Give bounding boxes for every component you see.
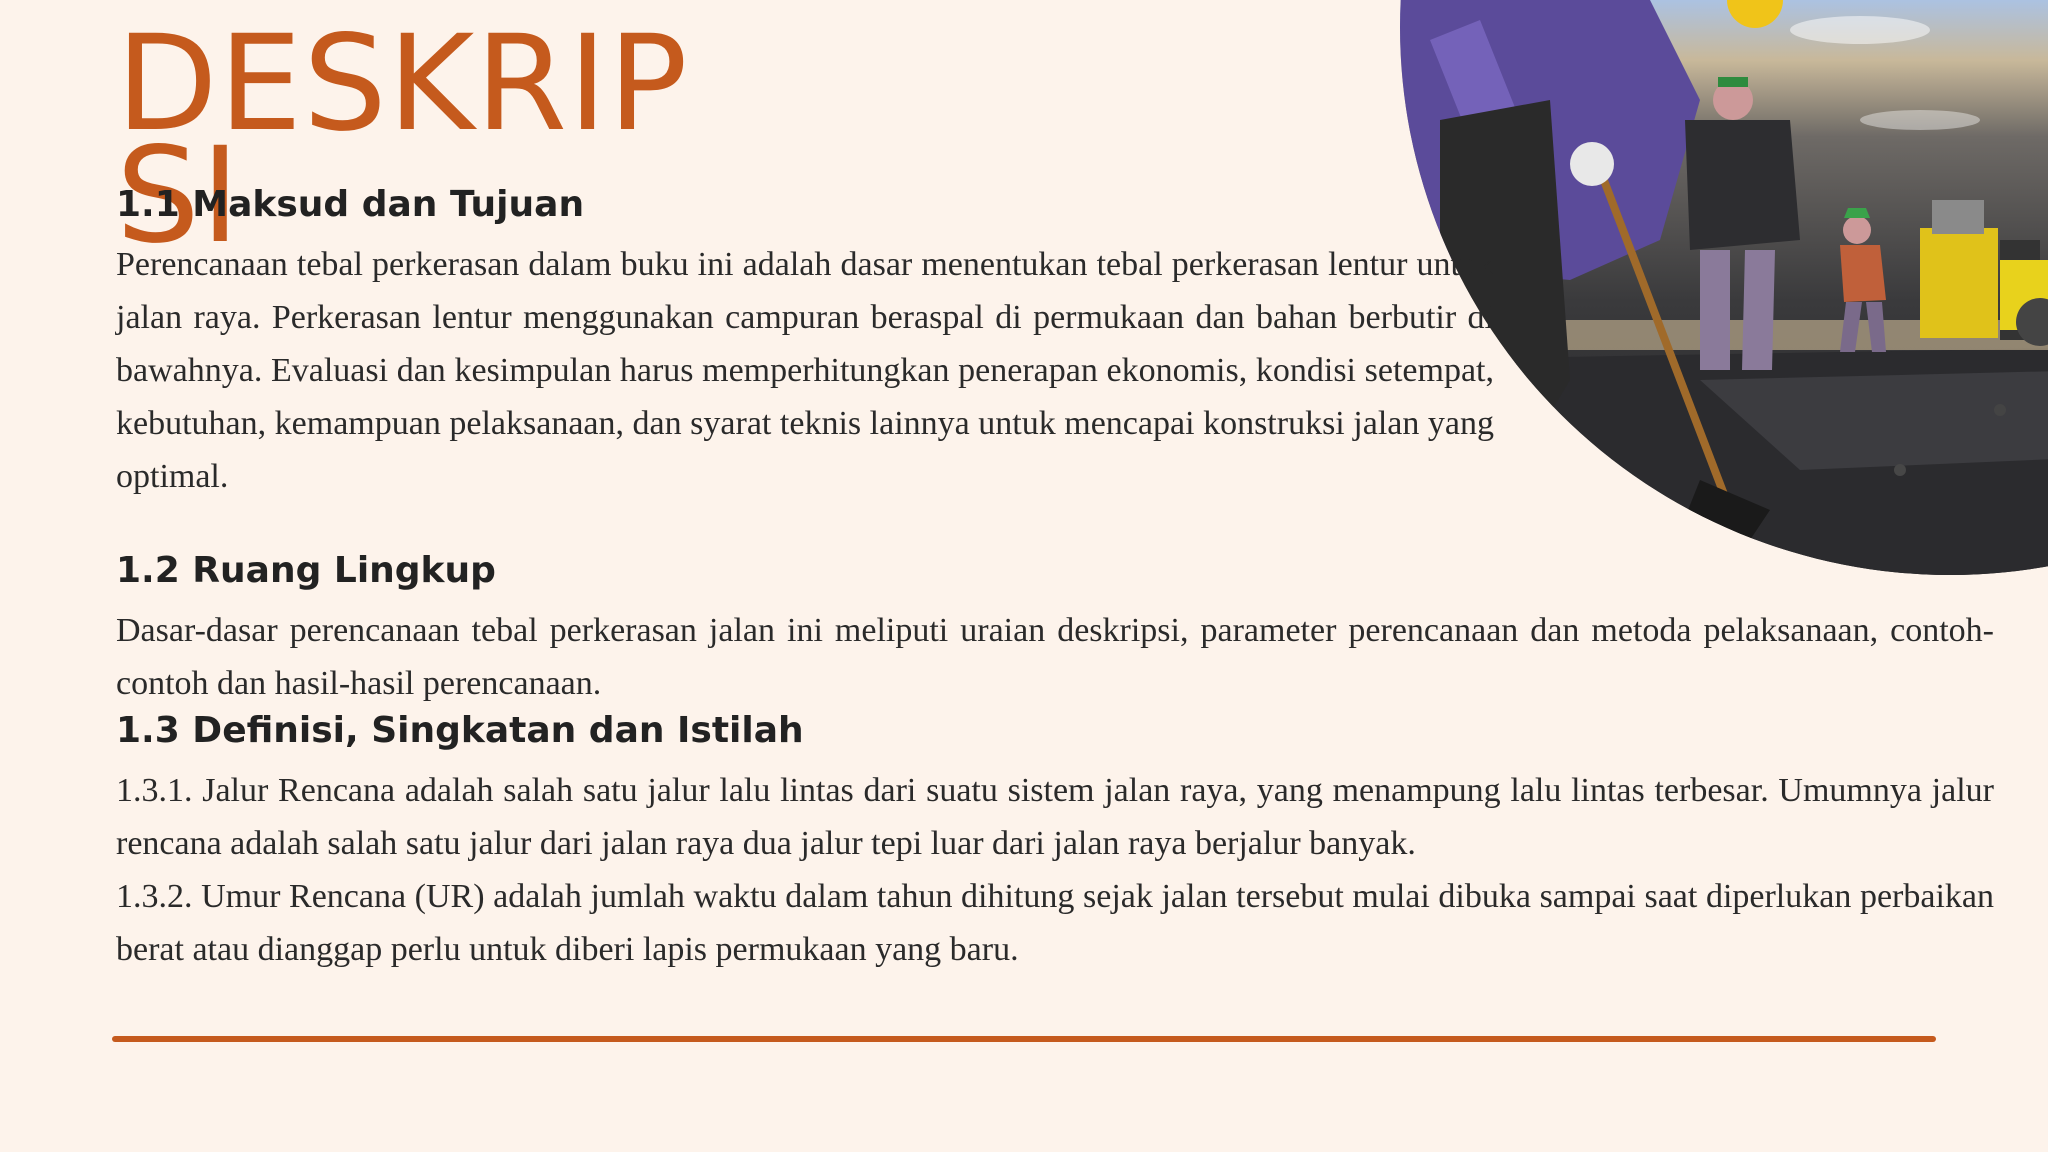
- definition-item-jalur-rencana: 1.3.1. Jalur Rencana adalah salah satu jalur lalu lintas dari suatu sistem jalan raya, yang menampung lalu lintas terbesar. Umumnya jalur rencana adalah salah satu jalur dari jalan raya dua jalur tepi luar dari jalan raya berjalur banyak.: [116, 772, 1994, 862]
- section-heading-ruang-lingkup: 1.2 Ruang Lingkup: [116, 550, 496, 591]
- section-text-maksud-tujuan: Perencanaan tebal perkerasan dalam buku ini adalah dasar menentukan tebal perkerasan lentur untuk jalan raya. Perkerasan lentur menggunakan campuran beraspal di permukaan dan bahan berbutir di bawahnya. Evaluasi dan kesimpulan harus memperhitungkan penerapan ekonomis, kondisi setempat, kebutuhan, kemampuan pelaksanaan, dan syarat teknis lainnya untuk mencapai konstruksi jalan yang optimal.: [116, 246, 1494, 495]
- bottom-divider: [112, 1036, 1936, 1042]
- section-heading-definisi: 1.3 Definisi, Singkatan dan Istilah: [116, 710, 804, 751]
- definition-list: [116, 764, 1994, 976]
- road-construction-photo: [1400, 0, 2048, 575]
- road-construction-workers-photo-icon: [1400, 0, 2048, 575]
- section-heading-maksud-tujuan: 1.1 Maksud dan Tujuan: [116, 184, 585, 225]
- section-text-ruang-lingkup: Dasar-dasar perencanaan tebal perkerasan jalan ini meliputi uraian deskripsi, parameter perencanaan dan metoda pelaksanaan, contoh-contoh dan hasil-hasil perencanaan.: [116, 612, 1994, 702]
- slide-title: DESKRIPSI: [116, 7, 689, 273]
- definition-item-umur-rencana: 1.3.2. Umur Rencana (UR) adalah jumlah waktu dalam tahun dihitung sejak jalan tersebut mulai dibuka sampai saat diperlukan perbaikan berat atau dianggap perlu untuk diberi lapis permukaan yang baru.: [116, 878, 1994, 968]
